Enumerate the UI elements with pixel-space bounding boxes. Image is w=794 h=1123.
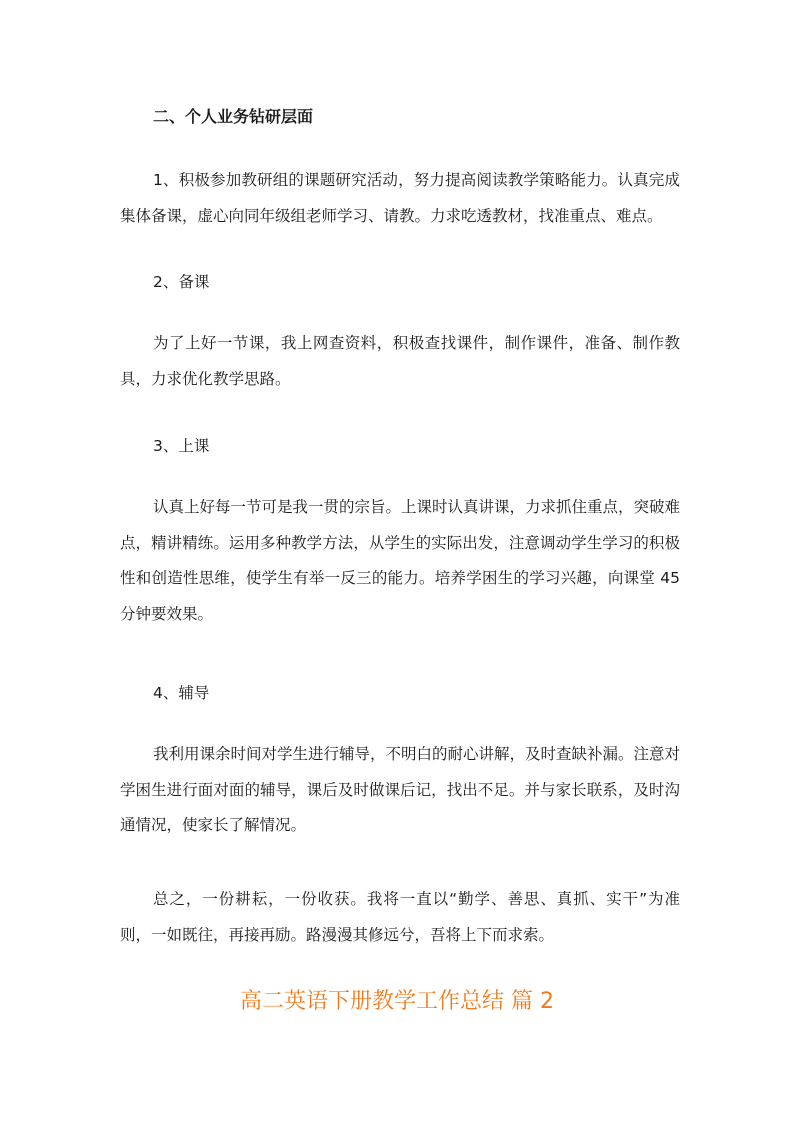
paragraph-teaching: 认真上好每一节可是我一贯的宗旨。上课时认真讲课，力求抓住重点，突破难点，精讲精练。运用多种教学方法，从学生的实际出发，注意调动学生学习的积极性和创造性思维，使学生有举一反三的能力。培养学困生的学习兴趣，向课堂 45 分钟要效果。 (120, 498, 681, 623)
subheading-teaching: 3、上课 (153, 437, 210, 455)
paragraph-lesson-prep: 为了上好一节课，我上网查资料，积极查找课件，制作课件，准备、制作教具，力求优化教学思路。 (120, 334, 680, 388)
section-heading: 二、个人业务钻研层面 (153, 107, 314, 126)
next-article-title: 高二英语下册教学工作总结 篇 2 (240, 989, 554, 1014)
paragraph-tutoring: 我利用课余时间对学生进行辅导，不明白的耐心讲解，及时查缺补漏。注意对学困生进行面对面的辅导，课后及时做课后记，找出不足。并与家长联系，及时沟通情况，使家长了解情况。 (120, 745, 681, 834)
paragraph-conclusion: 总之，一份耕耘，一份收获。我将一直以“勤学、善思、真抓、实干”为准则，一如既往，再接再励。路漫漫其修远兮，吾将上下而求索。 (120, 890, 680, 944)
subheading-tutoring: 4、辅导 (153, 684, 210, 702)
paragraph-research: 1、积极参加教研组的课题研究活动，努力提高阅读教学策略能力。认真完成集体备课，虚心向同年级组老师学习、请教。力求吃透教材，找准重点、难点。 (120, 171, 680, 225)
subheading-lesson-prep: 2、备课 (153, 273, 210, 291)
